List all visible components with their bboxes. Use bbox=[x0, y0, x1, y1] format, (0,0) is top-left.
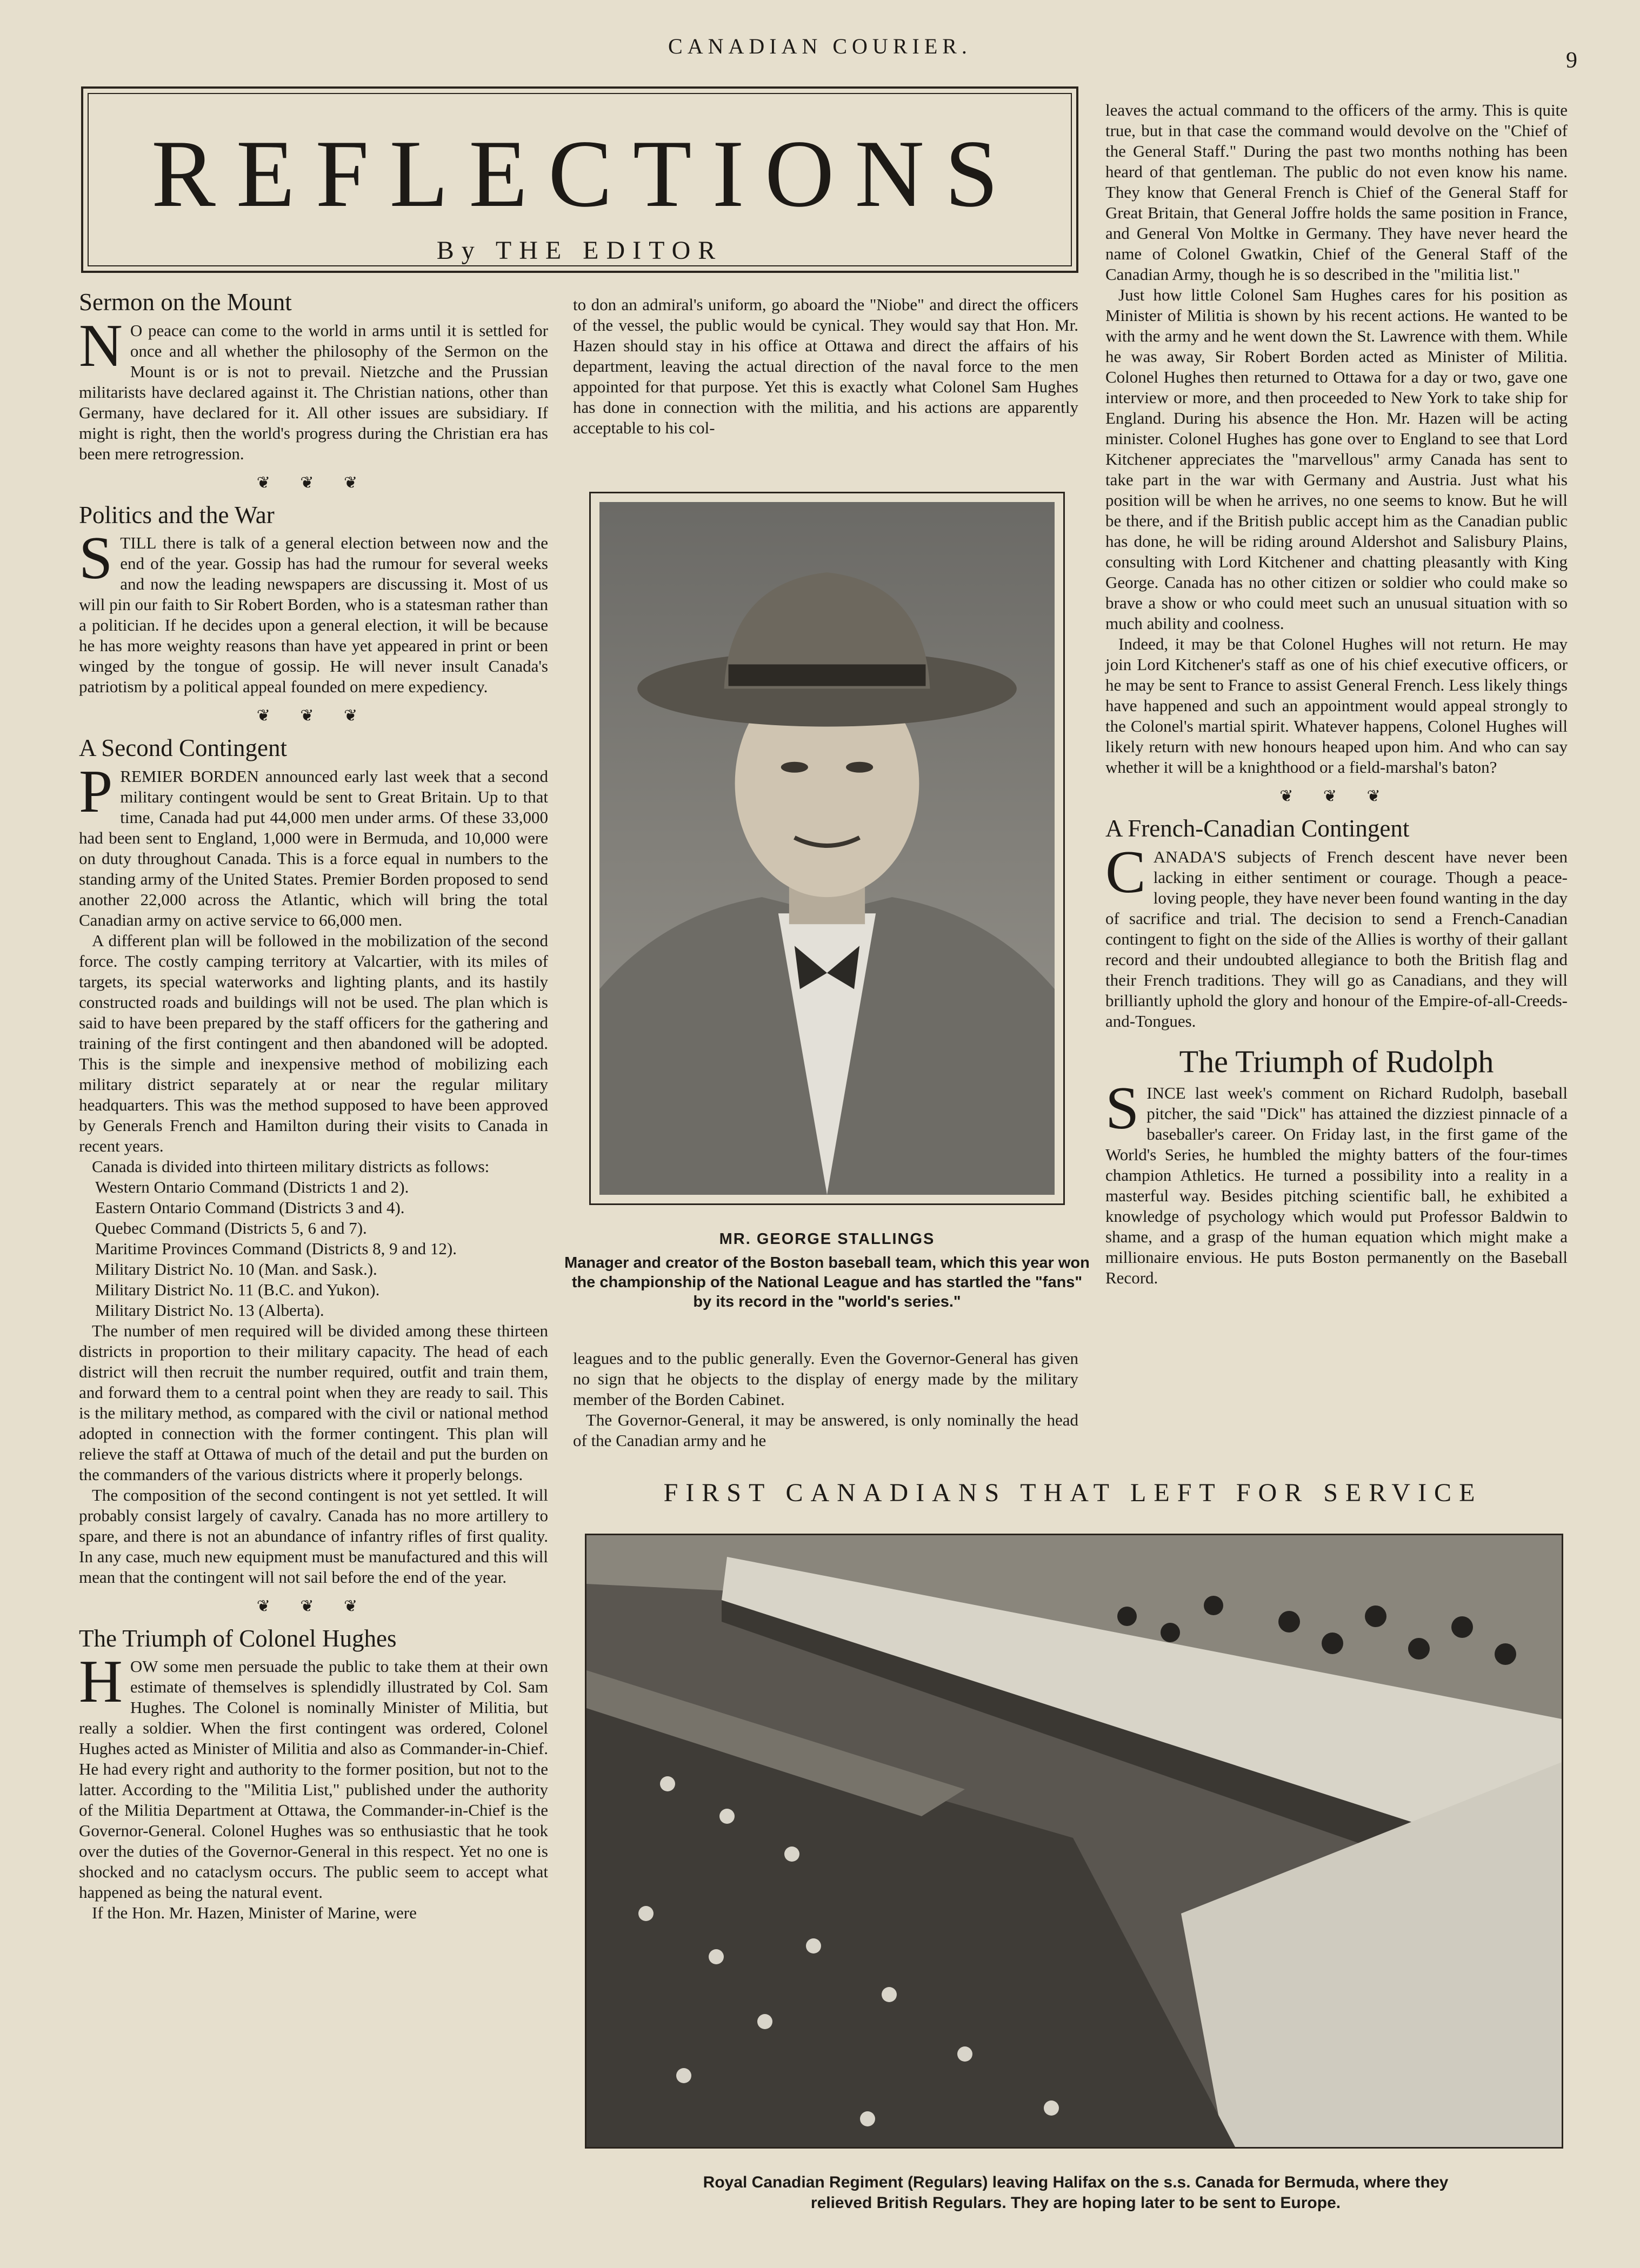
dropcap: P bbox=[79, 758, 113, 825]
contingent-paragraph-4: The number of men required will be divided among these thirteen districts in proportion to their military capacity. The head of each district will then recruit the number required, outfit and train them, and forward them to a central point when they are ready to sail. This is the military method, as compared with the civil or national method adopted in connection with the former contingent. This plan will relieve the staff at Ottawa of much of the detail and put the burden on the commanders of the various districts where it properly belongs. bbox=[79, 1321, 548, 1484]
portrait-photo-frame bbox=[589, 492, 1065, 1205]
portrait-caption-title: MR. GEORGE STALLINGS bbox=[719, 1230, 935, 1248]
middle-column-bottom bbox=[573, 1348, 1078, 1451]
district-item: Maritime Provinces Command (Districts 8, 9 and 12). bbox=[95, 1239, 457, 1258]
contingent-paragraph-5: The composition of the second contingent is not yet settled. It will probably consist largely of cavalry. Canada has no more artillery to spare, and there is not an abundance of infantry rifles of first quality. In any case, much new equipment must be manufactured and this will mean that the contingent will not sail before the end of the year. bbox=[79, 1485, 548, 1587]
smallcaps-lead: TILL bbox=[120, 533, 157, 552]
district-item: Military District No. 13 (Alberta). bbox=[95, 1300, 324, 1320]
dropcap: S bbox=[79, 525, 113, 592]
dropcap: C bbox=[1105, 838, 1146, 906]
ornament-divider: ❦ ❦ ❦ bbox=[256, 1597, 371, 1615]
text: announced early last week that a second military contingent would be sent to Great Britain. Up to that time, Canada had put 44,000 men under arms. Of these 33,000 had been sent to England, 1,000 were in Bermuda, and 10,000 were on duty throughout Canada. This is a force equal in numbers to the standing army of the United States. Premier Borden proposed to send another 22,000 across the Atlantic, which will bring the total Canadian army on active service to 66,000 men. bbox=[79, 766, 548, 929]
text: O peace can come to the world in arms until it is settled for once and all whether the philosophy of the Sermon on the Mount is or is not to prevail. Nietzche and the Prussian militarists have declared against it. The Christian nations, other than Germany, have declared for it. All other issues are subsidiary. If might is right, then the world's progress during the Christian era has been mere retrogression. bbox=[79, 320, 548, 463]
ship-departure-image bbox=[586, 1535, 1562, 2147]
text: some men persuade the public to take them at their own estimate of themselves is splendidly illustrated by Col. Sam Hughes. The Colonel is nominally Minister of Militia, but really a soldier. When the first contingent was ordered, Colonel Hughes acted as Minister of Militia and also as Commander-in-Chief. He had every right and authority to the former position, but not to the latter. According to the "Militia List," published under the authority of the Militia Department at Ottawa, the Commander-in-Chief is the Governor-General. Colonel Hughes was so enthusiastic that he took over the duties of the Governor-General in this respect. Yet no one is shocked and no cataclysm occurs. The public seem to accept what happened as being the natural event. bbox=[79, 1657, 548, 1902]
portrait-caption-text: Manager and creator of the Boston baseball team, which this year won the championship of the National League and has startled the "fans" by its record in the "world's series." bbox=[564, 1254, 1090, 1310]
district-item: Military District No. 11 (B.C. and Yukon). bbox=[95, 1280, 380, 1299]
hughes-paragraph-2: If the Hon. Mr. Hazen, Minister of Marine, were bbox=[92, 1903, 417, 1922]
running-head: CANADIAN COURIER. bbox=[668, 34, 972, 58]
contingent-paragraph-3: Canada is divided into thirteen military districts as follows: bbox=[92, 1156, 490, 1176]
heading-second-contingent: A Second Contingent bbox=[79, 734, 287, 761]
text: last week's comment on Richard Rudolph, baseball pitcher, the said "Dick" has attained the dizziest pinnacle of a baseballer's career. On Friday last, in the first game of the World's Series, he humbled the mighty batters of the four-times champion Athletics. He turned a possibility into a reality in a masterful way. Besides pitching scientific ball, he exhibited a knowledge of psychology which would put Professor Baldwin to shame, and a grasp of the human equation which might make a millionaire envious. He puts Boston permanently on the Baseball Record. bbox=[1105, 1083, 1568, 1288]
hughes-continued: to don an admiral's uniform, go aboard the "Niobe" and direct the officers of the vessel, the public would be cynical. They would say that Hon. Mr. Hazen should stay in his office at Ottawa and direct the affairs of his department, leaving the actual direction of the naval force to the men appointed for that purpose. Yet this is exactly what Colonel Sam Hughes has done in connection with the militia, and his actions are apparently acceptable to his col- bbox=[573, 295, 1078, 437]
contingent-paragraph-1 bbox=[79, 758, 548, 931]
smallcaps-lead: ANADA'S bbox=[1153, 847, 1226, 866]
district-item: Quebec Command (Districts 5, 6 and 7). bbox=[95, 1218, 367, 1237]
heading-hughes: The Triumph of Colonel Hughes bbox=[79, 1624, 397, 1652]
middle-column-top bbox=[573, 295, 1078, 438]
french-paragraph bbox=[1105, 838, 1568, 1032]
district-item: Eastern Ontario Command (Districts 3 and 4). bbox=[95, 1197, 405, 1217]
ornament-divider: ❦ ❦ ❦ bbox=[256, 707, 371, 725]
dropcap: N bbox=[79, 312, 123, 379]
photo-caption-line-1: Royal Canadian Regiment (Regulars) leaving Halifax on the s.s. Canada for Bermuda, where they bbox=[703, 2173, 1449, 2191]
right-column bbox=[1105, 100, 1568, 1288]
hughes-right-1: leaves the actual command to the officers of the army. This is quite true, but in that case the command would devolve on the "Chief of the General Staff." During the past two months nothing has been heard of that gentleman. The public do not even know his name. They know that General French is Chief of the General Staff for Great Britain, that General Joffre holds the same position in France, and General Von Moltke in Germany. They have never heard the name of Colonel Gwatkin, Chief of the General Staff of the Canadian Army, though he is so described in the "militia list." bbox=[1105, 101, 1568, 284]
left-column bbox=[79, 289, 548, 1923]
district-item: Western Ontario Command (Districts 1 and 2). bbox=[95, 1177, 409, 1196]
masthead-byline: By THE EDITOR bbox=[436, 236, 723, 265]
hughes-continued-2: leagues and to the public generally. Even the Governor-General has given no sign that he objects to the display of energy made by the military member of the Borden Cabinet. bbox=[573, 1349, 1078, 1409]
hughes-right-2: Just how little Colonel Sam Hughes cares for his position as Minister of Militia is shown by his recent actions. He wanted to be with the army and he went down the St. Lawrence with them. While he was away, Sir Robert Borden acted as Minister of Militia. Colonel Hughes then returned to Ottawa for a day or two, gave one interview or more, and then proceeded to New York to take ship for England. During his absence the Hon. Mr. Hazen will be acting minister. Colonel Hughes has gone over to England to see that Lord Kitchener appreciates the "marvellous" army Canada has sent to take part in the war with Germany and Austria. Just what his position will be when he arrives, no one seems to know. But he will be there, and if the British public accept him as the Canadian public has done, he will be riding around Aldershot and Salisbury Plains, consulting with Lord Kitchener and chatting pleasantly with King George. Canada has no other citizen or soldier who could make so brave a show or who could meet such an unusual situation with so much ability and coolness. bbox=[1105, 285, 1568, 633]
ornament-divider: ❦ ❦ ❦ bbox=[256, 473, 371, 492]
hughes-paragraph-1 bbox=[79, 1648, 548, 1903]
smallcaps-lead: REMIER BORDEN bbox=[120, 766, 259, 786]
text: there is talk of a general election between now and the end of the year. Gossip has had the rumour for several weeks and now the leading newspapers are discussing it. Most of us will pin our faith to Sir Robert Borden, who is a statesman rather than a politician. If he decides upon a general election, it will be because he has more weighty reasons than have yet appeared in print or been winged by the tongue of gossip. He will never insult Canada's patriotism by a political appeal founded on mere expediency. bbox=[79, 533, 548, 696]
text: subjects of French descent have never been lacking in either sentiment or courage. Though a peace-loving people, they have never been found wanting in the day of sacrifice and trial. The decision to send a French-Canadian contingent to fight on the side of the Allies is worthy of their gallant record and their undoubted allegiance to both the British flag and their French traditions. They will go as Canadians, and they will brilliantly uphold the glory and honour of the Empire-of-all-Creeds-and-Tongues. bbox=[1105, 847, 1568, 1031]
ship-photo-frame bbox=[585, 1534, 1563, 2149]
smallcaps-lead: OW bbox=[130, 1657, 158, 1676]
hughes-continued-3: The Governor-General, it may be answered, is only nominally the head of the Canadian army and he bbox=[573, 1410, 1078, 1450]
dropcap: H bbox=[79, 1648, 123, 1715]
heading-politics: Politics and the War bbox=[79, 501, 275, 528]
rudolph-paragraph bbox=[1105, 1075, 1568, 1288]
photo-title: FIRST CANADIANS THAT LEFT FOR SERVICE bbox=[663, 1478, 1483, 1507]
smallcaps-lead: INCE bbox=[1146, 1083, 1186, 1103]
hughes-right-3: Indeed, it may be that Colonel Hughes will not return. He may join Lord Kitchener's staff as one of his chief executive officers, or he may be sent to France to assist General French. Less likely things have happened and such an appointment would appeal strongly to the Colonel's martial spirit. Whatever happens, Colonel Hughes will likely return with new honours heaped upon him. And who can say whether it will be a knighthood or a field-marshal's baton? bbox=[1105, 634, 1568, 777]
district-item: Military District No. 10 (Man. and Sask.). bbox=[95, 1259, 377, 1279]
portrait-stallings-image bbox=[599, 502, 1055, 1195]
politics-paragraph bbox=[79, 525, 548, 697]
reflections-masthead bbox=[81, 86, 1078, 273]
photo-caption-line-2: relieved British Regulars. They are hoping later to be sent to Europe. bbox=[810, 2194, 1341, 2212]
photo-caption bbox=[562, 2172, 1589, 2213]
spacer bbox=[1105, 1032, 1568, 1045]
sermon-paragraph bbox=[79, 312, 548, 464]
masthead-inner-frame bbox=[88, 93, 1072, 266]
heading-rudolph: The Triumph of Rudolph bbox=[1179, 1043, 1494, 1079]
page-number: 9 bbox=[1566, 48, 1577, 73]
portrait-caption bbox=[562, 1229, 1092, 1312]
heading-french-canadian: A French-Canadian Contingent bbox=[1105, 815, 1410, 842]
ornament-divider: ❦ ❦ ❦ bbox=[1279, 787, 1394, 805]
masthead-title: REFLECTIONS bbox=[151, 120, 1019, 227]
heading-sermon: Sermon on the Mount bbox=[79, 289, 292, 316]
contingent-paragraph-2: A different plan will be followed in the mobilization of the second force. The costly camping territory at Valcartier, with its miles of targets, its special waterworks and lighting plants, and its hastily constructed roads and buildings will not be used. The plan which is said to have been prepared by the staff officers for the gathering and training of the first contingent and then abandoned will be adopted. This is the simple and inexpensive method of mobilizing each military district separately at or near the regular military headquarters. This was the method supposed to have been approved by Generals French and Hamilton during their visits to Canada in recent years. bbox=[79, 931, 548, 1155]
dropcap: S bbox=[1105, 1075, 1139, 1142]
